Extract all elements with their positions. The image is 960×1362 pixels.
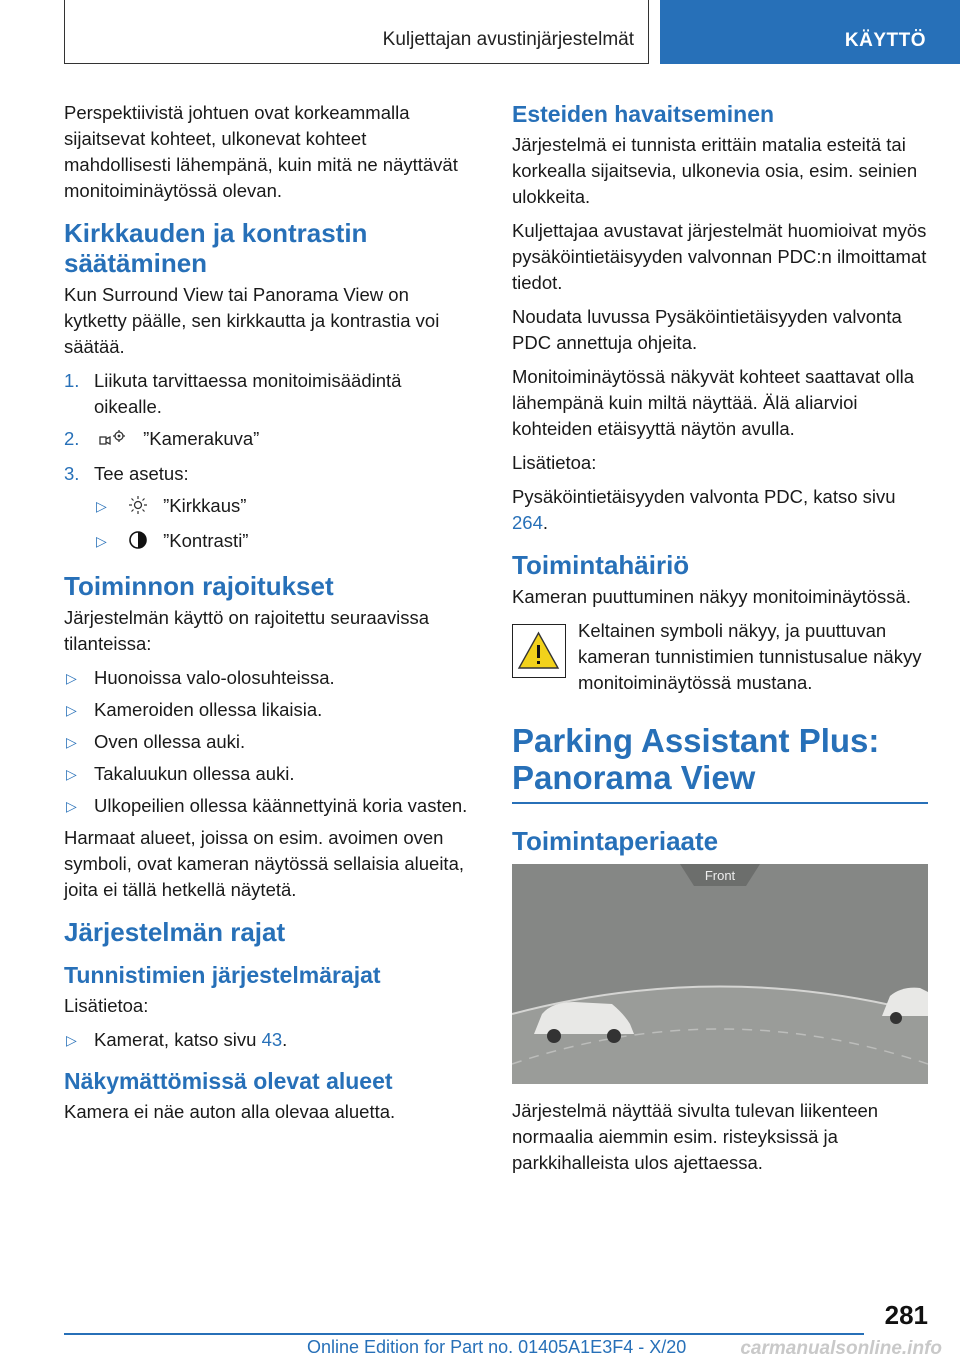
step-item bbox=[64, 368, 474, 420]
principle-paragraph: Järjestelmä näyttää sivulta tulevan liikenteen normaalia aiemmin esim. risteyksissä ja parkkihalleista ulos ajettaessa. bbox=[512, 1099, 879, 1173]
warning-note bbox=[512, 618, 928, 696]
limits-paragraph: Järjestelmän käyttö on rajoitettu seuraavissa tilanteissa: bbox=[64, 607, 430, 654]
triangle-bullet-icon: ▷ bbox=[66, 702, 77, 718]
list-item-text: Ulkopeilien ollessa käännettyinä koria vasten. bbox=[94, 795, 468, 816]
triangle-bullet-icon: ▷ bbox=[96, 533, 107, 549]
step-text: Liikuta tarvittaessa monitoimisäädintä oikealle. bbox=[94, 370, 402, 417]
list-item bbox=[64, 697, 474, 723]
hidden-areas-paragraph: Kamera ei näe auton alla olevaa aluetta. bbox=[64, 1101, 396, 1122]
list-item-text: Oven ollessa auki. bbox=[94, 731, 246, 752]
intro-paragraph: Perspektiivistä johtuen ovat korkeammalla sijaitsevat kohteet, ulkonevat kohteet mahdollisesti lähempänä, kuin mitä ne näyttävät monitoiminäytössä olevan. bbox=[64, 102, 458, 201]
list-item bbox=[64, 761, 474, 787]
camera-ref-end: . bbox=[282, 1029, 288, 1050]
malfunction-heading: Toimintahäiriö bbox=[512, 550, 690, 580]
pdc-page-link[interactable]: 264 bbox=[512, 512, 543, 533]
sensor-limits-heading: Tunnistimien järjestelmärajat bbox=[64, 962, 381, 988]
steps-list bbox=[64, 368, 474, 557]
right-column bbox=[512, 100, 928, 1184]
system-limits-heading: Järjestelmän rajat bbox=[64, 917, 286, 947]
list-item bbox=[64, 665, 474, 691]
obstacle-paragraph: Järjestelmä ei tunnista erittäin matalia esteitä tai korkealla sijaitsevia, ulkonevia osia, esim. seinien ulokkeita. bbox=[512, 134, 918, 207]
substep-item bbox=[64, 493, 474, 522]
pdc-ref-text: Pysäköintietäisyyden valvonta PDC, katso sivu bbox=[512, 486, 896, 507]
step-text: ”Kamerakuva” bbox=[143, 428, 260, 449]
list-item-text: Huonoissa valo-olosuhteissa. bbox=[94, 667, 335, 688]
panorama-view-image bbox=[512, 864, 928, 1084]
pdc-reference bbox=[512, 484, 928, 536]
edition-text: Online Edition for Part no. 01405A1E3F4 - X/20 bbox=[307, 1337, 687, 1357]
limits-heading: Toiminnon rajoitukset bbox=[64, 571, 334, 601]
hidden-areas-heading: Näkymättömissä olevat alueet bbox=[64, 1068, 393, 1094]
triangle-bullet-icon: ▷ bbox=[66, 1032, 77, 1048]
grey-areas-paragraph: Harmaat alueet, joissa on esim. avoimen oven symboli, ovat kameran näytössä sellaisia alueita, joita ei tällä hetkellä näytetä. bbox=[64, 827, 464, 900]
chapter-title: Kuljettajan avustinjärjestelmät bbox=[382, 29, 634, 50]
step-item bbox=[64, 426, 474, 455]
list-item-text: Kameroiden ollessa likaisia. bbox=[94, 699, 323, 720]
section-tab-label: KÄYTTÖ bbox=[844, 30, 926, 51]
left-column bbox=[64, 100, 474, 1133]
obstacle-paragraph: Monitoiminäytössä näkyvät kohteet saattavat olla lähempänä kuin miltä näyttää. Älä aliarvioi kohteiden etäisyyttä näytön avulla. bbox=[512, 366, 915, 439]
step-text: Tee asetus: bbox=[94, 463, 189, 484]
pdc-ref-end: . bbox=[542, 512, 549, 533]
front-label: Front bbox=[704, 867, 736, 883]
obstacle-paragraph: Kuljettajaa avustavat järjestelmät huomioivat myös pysäköintietäisyyden valvonnan PDC:n ilmoittamat tiedot. bbox=[512, 220, 927, 293]
step-number: 3. bbox=[64, 463, 80, 484]
step-item bbox=[64, 461, 474, 487]
camera-page-link[interactable]: 43 bbox=[261, 1029, 283, 1050]
footer-divider bbox=[64, 1333, 864, 1335]
brightness-icon bbox=[128, 495, 148, 522]
pap-heading: Parking Assistant Plus: Panorama View bbox=[512, 722, 880, 796]
substep-text: ”Kirkkaus” bbox=[163, 495, 247, 516]
page-number: 281 bbox=[884, 1300, 928, 1330]
watermark: carmanualsonline.info bbox=[740, 1338, 942, 1359]
list-item bbox=[64, 729, 474, 755]
list-item-text: Takaluukun ollessa auki. bbox=[94, 763, 295, 784]
warning-triangle-icon bbox=[512, 624, 566, 678]
limits-list bbox=[64, 665, 474, 819]
triangle-bullet-icon: ▷ bbox=[66, 670, 77, 686]
substep-item bbox=[64, 528, 474, 557]
more-info-label: Lisätietoa: bbox=[512, 452, 597, 473]
brightness-paragraph: Kun Surround View tai Panorama View on kytketty päälle, sen kirkkautta ja kontrastia voi säätää. bbox=[64, 284, 440, 357]
obstacle-paragraph: Noudata luvussa Pysäköintietäisyyden valvonta PDC annettuja ohjeita. bbox=[512, 306, 902, 353]
contrast-icon bbox=[128, 530, 148, 557]
more-info-label: Lisätietoa: bbox=[64, 995, 149, 1016]
list-item bbox=[64, 793, 474, 819]
list-item bbox=[64, 1027, 474, 1053]
triangle-bullet-icon: ▷ bbox=[66, 734, 77, 750]
malfunction-paragraph: Kameran puuttuminen näkyy monitoiminäytössä. bbox=[512, 586, 911, 607]
section-divider bbox=[512, 802, 928, 804]
camera-settings-icon bbox=[98, 428, 128, 455]
triangle-bullet-icon: ▷ bbox=[66, 766, 77, 782]
header-box bbox=[64, 0, 649, 64]
step-number: 2. bbox=[64, 428, 80, 449]
triangle-bullet-icon: ▷ bbox=[96, 498, 107, 514]
step-number: 1. bbox=[64, 370, 80, 391]
principle-heading: Toimintaperiaate bbox=[512, 825, 719, 856]
section-tab[interactable] bbox=[660, 0, 960, 64]
substep-text: ”Kontrasti” bbox=[163, 530, 249, 551]
triangle-bullet-icon: ▷ bbox=[66, 798, 77, 814]
obstacle-heading: Esteiden havaitseminen bbox=[512, 101, 775, 127]
camera-ref-text: Kamerat, katso sivu bbox=[94, 1029, 262, 1050]
brightness-heading: Kirkkauden ja kontrastin säätäminen bbox=[64, 218, 368, 278]
warning-text: Keltainen symboli näkyy, ja puuttuvan kameran tunnistimien tunnistusalue näkyy monitoiminäytössä mustana. bbox=[578, 620, 922, 693]
